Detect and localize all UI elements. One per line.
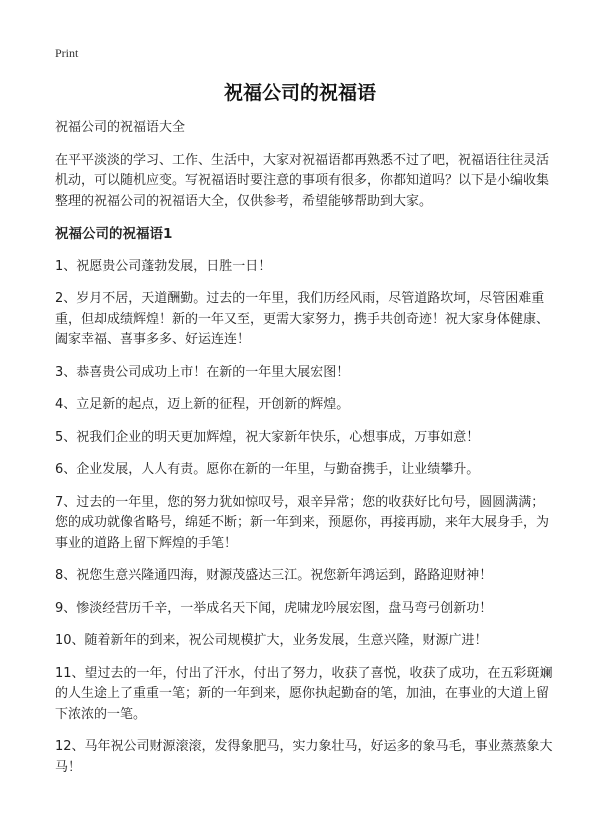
print-link[interactable]: Print: [55, 46, 79, 60]
greeting-item-9: 9、惨淡经营历千辛，一举成名天下闻，虎啸龙吟展宏图，盘马弯弓创新功！: [55, 600, 493, 616]
intro-paragraph: 在平平淡淡的学习、工作、生活中，大家对祝福语都再熟悉不过了吧，祝福语往往灵活机动，可以随机应变。写祝福语时要注意的事项有很多，你都知道吗？以下是小编收集整理的祝福公司的祝福语大全，仅供参考，希望能够帮助到大家。: [55, 152, 550, 209]
greeting-item-8: 8、祝您生意兴隆通四海，财源茂盛达三江。祝您新年鸿运到，路路迎财神！: [55, 568, 493, 583]
article-body: [55, 118, 555, 790]
greeting-item-11: 11、望过去的一年，付出了汗水，付出了努力，收获了喜悦，收获了成功，在五彩斑斓的人生途上了重重一笔；新的一年到来，愿你执起勤奋的笔，加油，在事业的大道上留下浓浓的一笔。: [55, 665, 553, 722]
greeting-item-1: 1、祝愿贵公司蓬勃发展，日胜一日！: [55, 258, 272, 274]
page-title: 祝福公司的祝福语: [223, 82, 376, 104]
greeting-item-6: 6、企业发展，人人有责。愿你在新的一年里，与勤奋携手，让业绩攀升。: [55, 462, 480, 477]
greeting-item-10: 10、随着新年的到来，祝公司规模扩大，业务发展，生意兴隆，财源广进！: [55, 633, 488, 648]
greeting-item-5: 5、祝我们企业的明天更加辉煌，祝大家新年快乐，心想事成，万事如意！: [55, 429, 480, 445]
greeting-item-12: 12、马年祝公司财源滚滚，发得象肥马，实力象壮马，好运多的象马毛，事业蒸蒸象大马！: [55, 739, 553, 775]
greeting-item-7: 7、过去的一年里，您的努力犹如惊叹号，艰辛异常；您的收获好比句号，圆圆满满；您的成功就像省略号，绵延不断；新一年到来，预愿你，再接再励，来年大展身手，为事业的道路上留下辉煌的手笔！: [55, 494, 550, 551]
greeting-item-2: 2、岁月不居，天道酬勤。过去的一年里，我们历经风雨，尽管道路坎坷，尽管困难重重，但却成绩辉煌！新的一年又至，更需大家努力，携手共创奇迹！祝大家身体健康、阖家幸福、喜事多多、好运连连！: [55, 291, 550, 347]
section-heading: 祝福公司的祝福语1: [55, 226, 173, 242]
greeting-list: [55, 257, 555, 779]
article-subtitle: 祝福公司的祝福语大全: [55, 120, 186, 135]
greeting-item-3: 3、恭喜贵公司成功上市！在新的一年里大展宏图！: [55, 364, 350, 380]
greeting-item-4: 4、立足新的起点，迈上新的征程，开创新的辉煌。: [55, 397, 350, 412]
